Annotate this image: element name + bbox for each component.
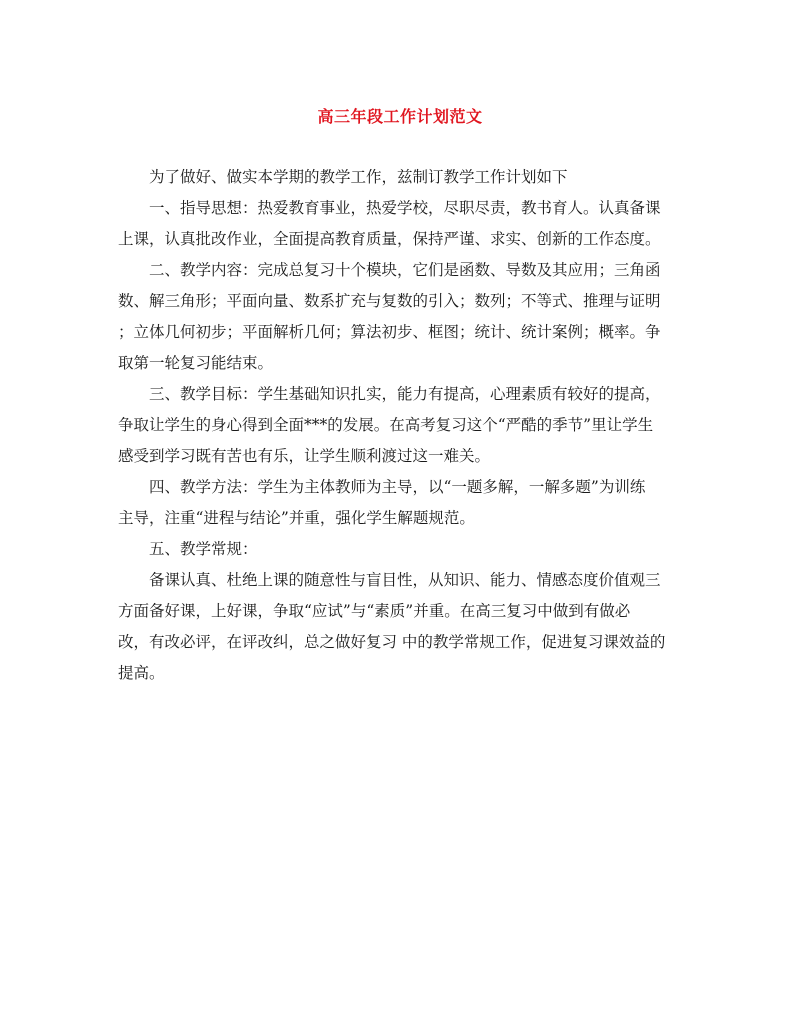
text-line: 感受到学习既有苦也有乐，让学生顺利渡过这一难关。 <box>118 447 491 465</box>
text-line: 五、教学常规： <box>149 540 258 558</box>
text-line: 备课认真、杜绝上课的随意性与盲目性，从知识、能力、情感态度价值观三 <box>149 571 661 589</box>
text-line: 二、教学内容：完成总复习十个模块，它们是函数、导数及其应用；三角函 <box>149 261 661 279</box>
text-line: 数、解三角形；平面向量、数系扩充与复数的引入；数列；不等式、推理与证明 <box>118 292 661 310</box>
section-teaching-methods <box>118 472 684 534</box>
text-line: 上课，认真批改作业，全面提高教育质量，保持严谨、求实、创新的工作态度。 <box>118 230 661 248</box>
section-guiding-thought <box>118 193 684 255</box>
text-line: 主导，注重“进程与结论”并重，强化学生解题规范。 <box>118 509 475 527</box>
text-line: 改，有改必评，在评改纠，总之做好复习 中的教学常规工作，促进复习课效益的 <box>118 633 666 651</box>
document-title: 高三年段工作计划范文 <box>317 107 483 126</box>
section-teaching-routine-heading <box>118 534 684 565</box>
text-line: 取第一轮复习能结束。 <box>118 354 274 372</box>
section-teaching-routine <box>118 565 684 689</box>
text-line: 三、教学目标：学生基础知识扎实，能力有提高，心理素质有较好的提高， <box>149 385 661 403</box>
text-line: 方面备好课，上好课，争取“应试”与“素质”并重。在高三复习中做到有做必 <box>118 602 631 620</box>
document-body <box>118 162 684 689</box>
text-line: 为了做好、做实本学期的教学工作，兹制订教学工作计划如下 <box>149 168 568 186</box>
text-line: 一、指导思想：热爱教育事业，热爱学校，尽职尽责，教书育人。认真备课 <box>149 199 661 217</box>
section-teaching-content <box>118 255 684 379</box>
text-line: 争取让学生的身心得到全面***的发展。在高考复习这个“严酷的季节”里让学生 <box>118 416 654 434</box>
text-line: 提高。 <box>118 664 165 682</box>
intro-paragraph <box>118 162 684 193</box>
text-line: ；立体几何初步；平面解析几何；算法初步、框图；统计、统计案例；概率。争 <box>118 323 661 341</box>
text-line: 四、教学方法：学生为主体教师为主导，以“一题多解，一解多题”为训练 <box>149 478 646 496</box>
section-teaching-goals <box>118 379 684 472</box>
